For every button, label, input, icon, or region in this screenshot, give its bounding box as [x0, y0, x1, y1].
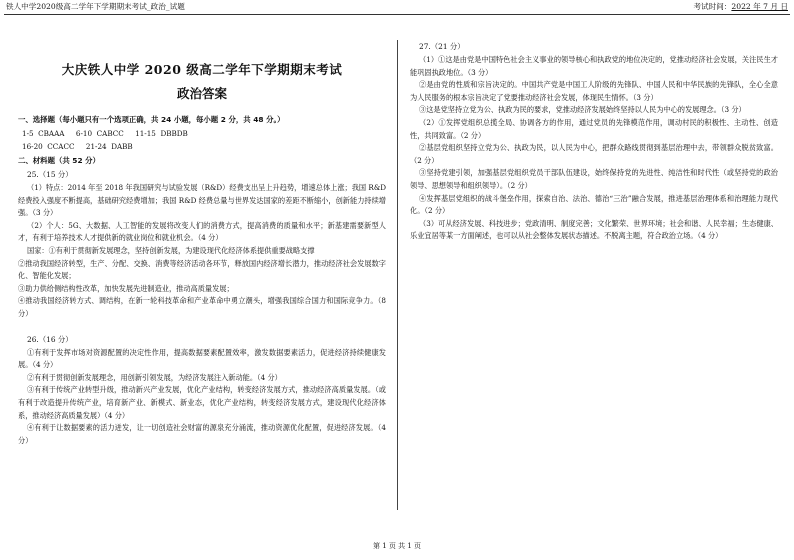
page-subtitle: 政治答案	[176, 86, 227, 101]
header-exam-time	[693, 1, 788, 12]
q25-national-4: ④推动我国经济转方式、调结构，在新一轮科技革命和产业革命中勇立潮头，增强我国综合国力和国际竞争力。（8 分）	[18, 296, 386, 318]
q27-part2-point2: ②基层党组织坚持立党为公、执政为民，以人民为中心，把群众路线贯彻到基层治理中去，带领群众脱贫致富。（2 分）	[410, 143, 778, 165]
page-footer: 第 1 页 共 1 页	[372, 542, 422, 550]
q26-point1: ①有利于发挥市场对资源配置的决定性作用，提高数据要素配置效率，激发数据要素活力，促进经济持续健康发展。（4 分）	[18, 347, 386, 370]
q26-point3: ③有利于传统产业转型升级，推动新兴产业发展，优化产业结构，转变经济发展方式，推动经济高质量发展。（或有利于改造提升传统产业，培育新产业、新模式、新业态，优化产业结构，转变经济发展方式，建设现代化经济体系，推动经济高质量发展）（4 分）	[18, 385, 386, 420]
header-time-label: 考试时间：	[693, 2, 732, 11]
q27-part1-point3: ③这是党坚持立党为公、执政为民的要求，党推动经济发展始终坚持以人民为中心的发展理念。（3 分）	[419, 105, 746, 115]
q27-label: 27.（21 分）	[419, 42, 465, 51]
right-column	[410, 38, 778, 243]
q27-part3: （3）可从经济发展、科技进步；党政清明、制度完善；文化繁荣、世界环境；社会和谐、人民幸福；生态健康、乐业宜居等某一方面阐述，也可以从社会整体发展状态描述。不脱离主题，符合政治立场。（4 分）	[410, 218, 778, 241]
header-time-value: 2022 年 7 月 日	[731, 2, 788, 11]
choice-answers-row1: 1-5 CBAAA 6-10 CABCC 11-15 DBBDB	[22, 129, 188, 138]
q27-part2-point4: ④发挥基层党组织的战斗堡垒作用，探索自治、法治、德治“三治”融合发展，推进基层治理体系和治理能力现代化。（2 分）	[410, 193, 778, 216]
section1-heading: 一、选择题（每小题只有一个选项正确，共 24 小题，每小题 2 分，共 48 分。）	[18, 115, 285, 124]
q26-point4: ④有利于让数据要素的活力迸发，让一切创造社会财富的源泉充分涌流，推动资源优化配置，促进经济发展。（4 分）	[18, 423, 386, 445]
header-divider	[4, 14, 790, 15]
q26-label: 26.（16 分）	[27, 334, 73, 344]
q25-part2: （2）个人：5G、大数据、人工智能的发展将改变人们的消费方式，提高消费的质量和水平；新基建需要新型人才，有利于培养技术人才提供新的就业岗位和就业机会。（4 分）	[18, 220, 386, 243]
q27-part1-point2: ②是由党的性质和宗旨决定的。中国共产党是中国工人阶级的先锋队、中国人民和中华民族的先锋队，全心全意为人民服务的根本宗旨决定了党要推动经济社会发展，体现民生情怀。（3 分）	[410, 80, 778, 102]
q27-part2-point3: ③坚持党建引领，加强基层党组织党员干部队伍建设，始终保持党的先进性、纯洁性和时代性（或坚持党的政治领导、思想领导和组织领导）。（2 分）	[410, 168, 778, 190]
page-title: 大庆铁人中学 2020 级高二学年下学期期末考试	[61, 62, 343, 77]
q27-part2-point1: （2）①发挥党组织总揽全局、协调各方的作用，通过党员的先锋模范作用，调动村民的积极性、主动性、创造性，共同致富。（2 分）	[410, 117, 778, 140]
q25-part1: （1）特点：2014 年至 2018 年我国研究与试验发展（R&D）经费支出呈上升趋势，增速总体上涨；我国 R&D 经费投入强度不断提高，基础研究经费增加；我国 R&D 经费总量与世界发达国家的差距不断缩小，创新能力持续增强。（3 分）	[18, 183, 386, 218]
q26-point2: ②有利于贯彻创新发展理念，用创新引领发展，为经济发展注入新动能。（4 分）	[27, 372, 282, 382]
q25-national-2: ②推动我国经济转型，生产、分配、交换、消费等经济活动各环节，释放国内经济增长潜力，推动经济社会发展数字化、智能化发展；	[18, 258, 386, 281]
section2-heading: 二、材料题（共 52 分）	[18, 156, 100, 165]
q27-part1-point1: （1）①这是由党是中国特色社会主义事业的领导核心和执政党的地位决定的，党推动经济社会发展，关注民生才能巩固执政地位。（3 分）	[410, 55, 778, 77]
q25-label: 25.（15 分）	[27, 170, 73, 179]
q25-national-3: ③助力供给侧结构性改革，加快发展先进制造业，推动高质量发展；	[18, 283, 234, 293]
q25-national-1: 国家：①有利于贯彻新发展理念，坚持创新发展，为建设现代化经济体系提供重要战略支撑	[27, 245, 315, 255]
choice-answers-row2: 16-20 CCACC 21-24 DABB	[22, 142, 133, 151]
left-column	[18, 60, 386, 447]
column-divider	[397, 40, 398, 510]
header-exam-name: 铁人中学2020级高二学年下学期期末考试_政治_试题	[6, 2, 185, 11]
